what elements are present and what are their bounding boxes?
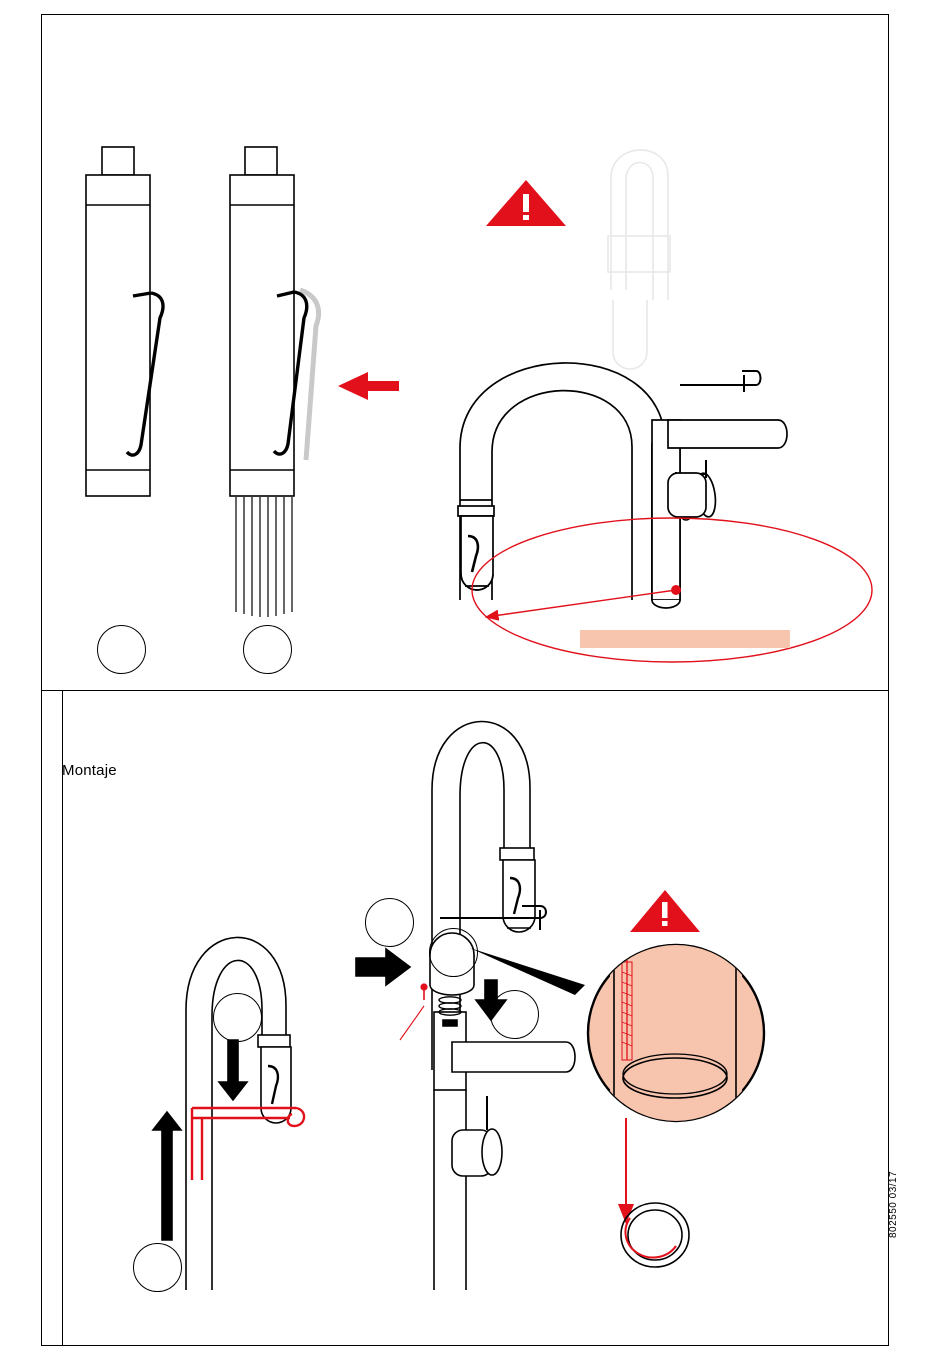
gasket-ring — [621, 1203, 689, 1267]
arrow-right-black-icon — [356, 949, 410, 985]
arrow-left-red-icon — [338, 372, 399, 400]
step-bubble-6 — [429, 928, 478, 977]
figure-spray-head-open — [230, 147, 319, 617]
spring-clip-red — [192, 1108, 304, 1180]
figure-assembly-screw — [356, 721, 585, 1290]
step-bubble-3 — [133, 1243, 182, 1292]
figure-spray-head-closed — [86, 147, 163, 496]
figure-faucet-rotation — [458, 150, 872, 662]
figure-detail-magnifier — [588, 890, 764, 1267]
figure-insert-spring — [153, 937, 304, 1290]
step-bubble-7 — [490, 990, 539, 1039]
arrow-up-black-icon — [153, 1112, 181, 1240]
highlight-bar — [580, 630, 790, 648]
step-bubble-4 — [213, 993, 262, 1042]
section-title-montaje: Montaje — [62, 762, 117, 779]
warning-triangle-icon — [486, 180, 566, 226]
step-bubble-5 — [365, 898, 414, 947]
warning-triangle-icon-2 — [630, 890, 700, 932]
document-code: 802550 03/17 — [888, 1170, 899, 1238]
step-bubble-2 — [243, 625, 292, 674]
arrow-down-black-icon — [219, 1040, 247, 1100]
step-bubble-1 — [97, 625, 146, 674]
